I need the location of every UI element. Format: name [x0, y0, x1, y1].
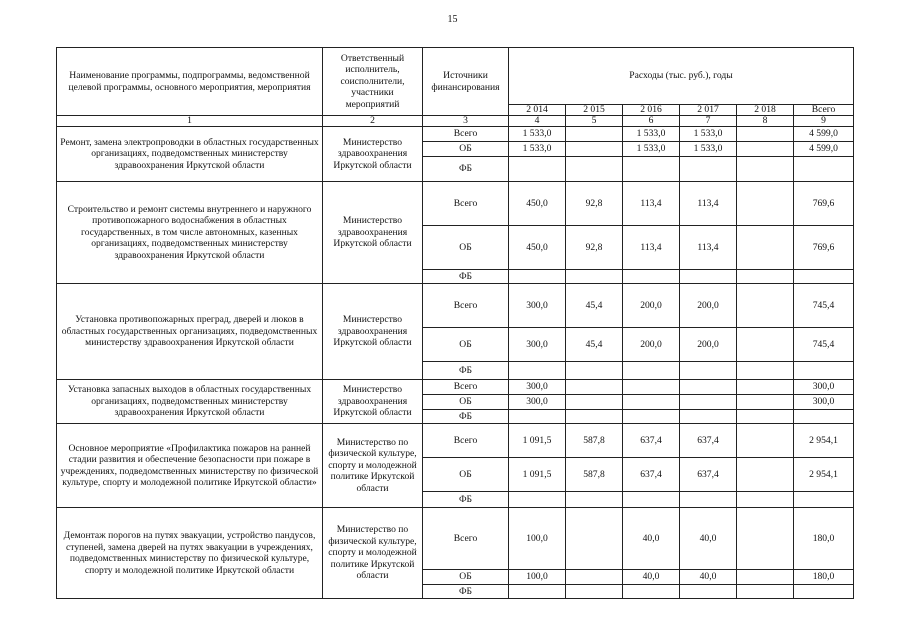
funding-source: Всего	[423, 182, 509, 226]
table-row	[57, 182, 854, 226]
amount-cell: 113,4	[680, 182, 737, 226]
executor: Министерство по физической культуре, спорту и молодежной политике Иркутской области	[323, 508, 423, 599]
amount-cell: 1 091,5	[509, 458, 566, 492]
funding-source: ФБ	[423, 270, 509, 284]
total-cell: 180,0	[794, 508, 854, 570]
amount-cell	[680, 380, 737, 395]
executor: Министерство здравоохранения Иркутской области	[323, 380, 423, 424]
column-index: 1	[57, 116, 323, 127]
funding-source: ФБ	[423, 410, 509, 424]
funding-source: ФБ	[423, 362, 509, 380]
amount-cell	[566, 362, 623, 380]
total-cell: 745,4	[794, 328, 854, 362]
amount-cell: 637,4	[623, 458, 680, 492]
expenses-table	[56, 47, 854, 599]
total-cell: 300,0	[794, 395, 854, 410]
amount-cell	[680, 157, 737, 182]
total-cell	[794, 270, 854, 284]
column-index: 4	[509, 116, 566, 127]
amount-cell: 1 533,0	[623, 127, 680, 142]
funding-source: ОБ	[423, 142, 509, 157]
amount-cell	[737, 157, 794, 182]
amount-cell	[509, 410, 566, 424]
amount-cell	[623, 410, 680, 424]
table-row	[57, 284, 854, 328]
amount-cell	[737, 570, 794, 585]
amount-cell: 92,8	[566, 182, 623, 226]
amount-cell: 200,0	[623, 284, 680, 328]
amount-cell	[737, 127, 794, 142]
header-year: 2 016	[623, 105, 680, 116]
amount-cell	[566, 492, 623, 508]
total-cell	[794, 410, 854, 424]
amount-cell	[623, 395, 680, 410]
amount-cell: 300,0	[509, 395, 566, 410]
header-total: Всего	[794, 105, 854, 116]
amount-cell	[737, 410, 794, 424]
header-sources: Источники финансирования	[423, 48, 509, 116]
header-year: 2 017	[680, 105, 737, 116]
total-cell	[794, 157, 854, 182]
amount-cell: 637,4	[680, 458, 737, 492]
header-name: Наименование программы, подпрограммы, ведомственной целевой программы, основного мероприятия, мероприятия	[57, 48, 323, 116]
amount-cell	[509, 492, 566, 508]
amount-cell: 1 533,0	[509, 127, 566, 142]
amount-cell	[680, 585, 737, 599]
column-index: 8	[737, 116, 794, 127]
activity-name: Установка запасных выходов в областных государственных организациях, подведомственных министерству здравоохранения Иркутской области	[57, 380, 323, 424]
amount-cell: 113,4	[623, 226, 680, 270]
amount-cell	[566, 380, 623, 395]
amount-cell: 40,0	[680, 508, 737, 570]
column-index: 2	[323, 116, 423, 127]
header-year: 2 015	[566, 105, 623, 116]
amount-cell	[737, 395, 794, 410]
amount-cell: 300,0	[509, 328, 566, 362]
total-cell: 769,6	[794, 182, 854, 226]
funding-source: ОБ	[423, 570, 509, 585]
funding-source: ОБ	[423, 328, 509, 362]
amount-cell	[566, 270, 623, 284]
amount-cell	[623, 362, 680, 380]
executor: Министерство по физической культуре, спорту и молодежной политике Иркутской области	[323, 424, 423, 508]
amount-cell: 637,4	[623, 424, 680, 458]
total-cell	[794, 362, 854, 380]
header-year: 2 018	[737, 105, 794, 116]
amount-cell: 587,8	[566, 424, 623, 458]
amount-cell	[737, 508, 794, 570]
amount-cell	[509, 157, 566, 182]
total-cell: 745,4	[794, 284, 854, 328]
funding-source: ФБ	[423, 492, 509, 508]
amount-cell: 300,0	[509, 380, 566, 395]
amount-cell	[680, 270, 737, 284]
amount-cell	[566, 395, 623, 410]
total-cell: 769,6	[794, 226, 854, 270]
amount-cell: 200,0	[680, 284, 737, 328]
executor: Министерство здравоохранения Иркутской области	[323, 127, 423, 182]
amount-cell: 100,0	[509, 508, 566, 570]
funding-source: ФБ	[423, 157, 509, 182]
total-cell: 180,0	[794, 570, 854, 585]
table-row	[57, 424, 854, 458]
amount-cell: 200,0	[623, 328, 680, 362]
amount-cell	[737, 284, 794, 328]
executor: Министерство здравоохранения Иркутской области	[323, 182, 423, 284]
amount-cell	[680, 410, 737, 424]
amount-cell: 1 533,0	[509, 142, 566, 157]
table-row	[57, 127, 854, 142]
amount-cell	[566, 157, 623, 182]
activity-name: Ремонт, замена электропроводки в областных государственных организациях, подведомственных министерству здравоохранения Иркутской области	[57, 127, 323, 182]
amount-cell: 1 533,0	[623, 142, 680, 157]
amount-cell: 1 091,5	[509, 424, 566, 458]
amount-cell	[737, 424, 794, 458]
amount-cell: 113,4	[623, 182, 680, 226]
amount-cell: 45,4	[566, 284, 623, 328]
amount-cell	[737, 380, 794, 395]
amount-cell	[566, 127, 623, 142]
column-index: 6	[623, 116, 680, 127]
amount-cell: 40,0	[680, 570, 737, 585]
funding-source: Всего	[423, 127, 509, 142]
amount-cell: 200,0	[680, 328, 737, 362]
amount-cell: 1 533,0	[680, 127, 737, 142]
amount-cell: 587,8	[566, 458, 623, 492]
total-cell: 2 954,1	[794, 458, 854, 492]
amount-cell	[623, 585, 680, 599]
page-number: 15	[447, 14, 458, 25]
column-index: 5	[566, 116, 623, 127]
amount-cell	[737, 328, 794, 362]
amount-cell: 113,4	[680, 226, 737, 270]
amount-cell: 92,8	[566, 226, 623, 270]
amount-cell	[737, 458, 794, 492]
amount-cell	[737, 270, 794, 284]
amount-cell	[509, 585, 566, 599]
amount-cell	[509, 362, 566, 380]
amount-cell: 40,0	[623, 570, 680, 585]
funding-source: ОБ	[423, 226, 509, 270]
amount-cell	[623, 492, 680, 508]
amount-cell	[737, 362, 794, 380]
funding-source: Всего	[423, 424, 509, 458]
amount-cell	[680, 492, 737, 508]
amount-cell: 637,4	[680, 424, 737, 458]
amount-cell	[566, 410, 623, 424]
activity-name: Установка противопожарных преград, дверей и люков в областных государственных организациях, подведомственных министерству здравоохранения Иркутской области	[57, 284, 323, 380]
amount-cell	[566, 142, 623, 157]
amount-cell	[680, 395, 737, 410]
total-cell: 4 599,0	[794, 127, 854, 142]
header-year: 2 014	[509, 105, 566, 116]
amount-cell	[566, 585, 623, 599]
funding-source: Всего	[423, 508, 509, 570]
funding-source: ФБ	[423, 585, 509, 599]
amount-cell	[623, 380, 680, 395]
funding-source: Всего	[423, 380, 509, 395]
amount-cell	[623, 157, 680, 182]
column-index: 9	[794, 116, 854, 127]
amount-cell: 40,0	[623, 508, 680, 570]
amount-cell: 450,0	[509, 182, 566, 226]
amount-cell	[680, 362, 737, 380]
activity-name: Демонтаж порогов на путях эвакуации, устройство пандусов, ступеней, замена дверей на путях эвакуации в учреждениях, подведомственных министерству по физической культуре, спорту и молодежной политике Иркутской области	[57, 508, 323, 599]
activity-name: Строительство и ремонт системы внутреннего и наружного противопожарного водоснабжения в областных государственных, в том числе автономных, казенных организациях, подведомственных министерству здравоохранения Иркутской области	[57, 182, 323, 284]
amount-cell	[566, 508, 623, 570]
table-row	[57, 508, 854, 570]
executor: Министерство здравоохранения Иркутской области	[323, 284, 423, 380]
total-cell: 4 599,0	[794, 142, 854, 157]
amount-cell	[566, 570, 623, 585]
total-cell: 300,0	[794, 380, 854, 395]
amount-cell	[509, 270, 566, 284]
funding-source: ОБ	[423, 458, 509, 492]
column-index: 7	[680, 116, 737, 127]
amount-cell	[737, 142, 794, 157]
amount-cell	[737, 182, 794, 226]
header-expenses: Расходы (тыс. руб.), годы	[509, 48, 854, 105]
amount-cell: 45,4	[566, 328, 623, 362]
amount-cell: 300,0	[509, 284, 566, 328]
header-executor: Ответственный исполнитель, соисполнители, участники мероприятий	[323, 48, 423, 116]
amount-cell	[623, 270, 680, 284]
activity-name: Основное мероприятие «Профилактика пожаров на ранней стадии развития и обеспечение безопасности при пожаре в учреждениях, подведомственных министерству по физической культуре, спорту и молодежной политике Иркутской области»	[57, 424, 323, 508]
total-cell	[794, 585, 854, 599]
total-cell	[794, 492, 854, 508]
amount-cell	[737, 585, 794, 599]
table-row	[57, 380, 854, 395]
funding-source: ОБ	[423, 395, 509, 410]
total-cell: 2 954,1	[794, 424, 854, 458]
amount-cell: 100,0	[509, 570, 566, 585]
amount-cell	[737, 226, 794, 270]
column-index: 3	[423, 116, 509, 127]
amount-cell: 1 533,0	[680, 142, 737, 157]
amount-cell: 450,0	[509, 226, 566, 270]
amount-cell	[737, 492, 794, 508]
funding-source: Всего	[423, 284, 509, 328]
